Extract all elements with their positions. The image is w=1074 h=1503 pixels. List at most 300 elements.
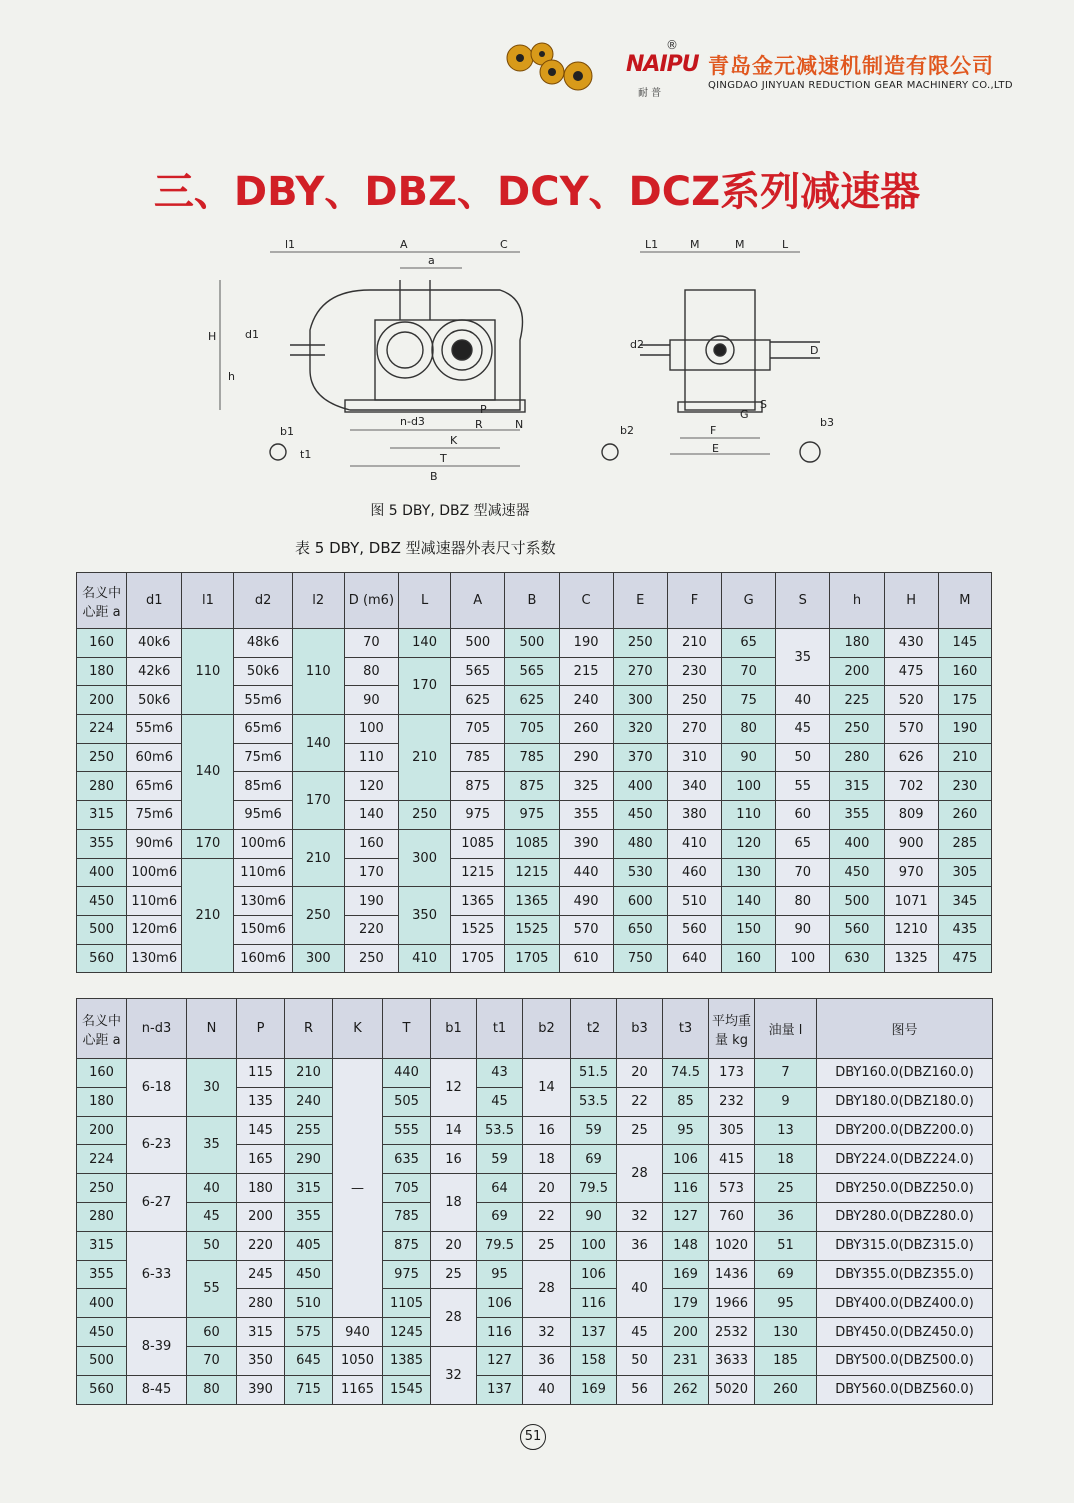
table-cell: 74.5 xyxy=(663,1059,709,1088)
svg-text:K: K xyxy=(450,434,458,447)
table-cell: 210 xyxy=(182,858,234,973)
table-cell: 225 xyxy=(830,686,884,715)
table-cell: 175 xyxy=(938,686,991,715)
table-cell: 255 xyxy=(285,1116,333,1145)
table-cell: 28 xyxy=(617,1145,663,1203)
table-cell: 6-27 xyxy=(127,1174,187,1232)
table-cell: 250 xyxy=(344,944,398,973)
table-cell: 32 xyxy=(523,1318,571,1347)
table-cell: 95 xyxy=(755,1289,817,1318)
table-cell: 148 xyxy=(663,1231,709,1260)
table-cell: 200 xyxy=(663,1318,709,1347)
table-cell: 40 xyxy=(523,1375,571,1404)
table-cell: 51.5 xyxy=(571,1059,617,1088)
header-cell: N xyxy=(187,999,237,1059)
table-cell: 130 xyxy=(755,1318,817,1347)
table-row xyxy=(77,1346,993,1375)
table-cell: 90 xyxy=(571,1202,617,1231)
table-cell: 250 xyxy=(77,1174,127,1203)
table-cell: 440 xyxy=(383,1059,431,1088)
table-cell: 300 xyxy=(292,944,344,973)
table-cell: 573 xyxy=(709,1174,755,1203)
table-cell: 315 xyxy=(237,1318,285,1347)
table-cell: 169 xyxy=(663,1260,709,1289)
table-cell: 705 xyxy=(383,1174,431,1203)
table-cell: 270 xyxy=(613,657,667,686)
header-cell: D (m6) xyxy=(344,573,398,629)
table-cell: 490 xyxy=(559,887,613,916)
table-cell: 25 xyxy=(431,1260,477,1289)
header-cell: t1 xyxy=(477,999,523,1059)
table-cell: 45 xyxy=(617,1318,663,1347)
table-cell: 1525 xyxy=(505,915,559,944)
table-cell: 1245 xyxy=(383,1318,431,1347)
table-cell: 75m6 xyxy=(234,743,292,772)
table-cell: 575 xyxy=(285,1318,333,1347)
table-cell: 45 xyxy=(776,715,830,744)
table-cell: 450 xyxy=(613,801,667,830)
header-cell: H xyxy=(884,573,938,629)
table-cell: 53.5 xyxy=(477,1116,523,1145)
table-cell: 80 xyxy=(187,1375,237,1404)
table-row xyxy=(77,1260,993,1289)
dimension-table-2 xyxy=(76,998,993,1405)
table-cell: 505 xyxy=(383,1087,431,1116)
table-cell: 180 xyxy=(77,657,127,686)
table-cell: 42k6 xyxy=(127,657,182,686)
header-cell: n-d3 xyxy=(127,999,187,1059)
table-cell: 200 xyxy=(77,686,127,715)
table-cell: 36 xyxy=(617,1231,663,1260)
table-cell: 1210 xyxy=(884,915,938,944)
table-cell: 875 xyxy=(505,772,559,801)
table-cell: 310 xyxy=(667,743,721,772)
header-cell: F xyxy=(667,573,721,629)
table-cell: 750 xyxy=(613,944,667,973)
table-row xyxy=(77,1231,993,1260)
table-cell: 262 xyxy=(663,1375,709,1404)
table-cell: 25 xyxy=(755,1174,817,1203)
table-cell: 95m6 xyxy=(234,801,292,830)
table-cell: 1436 xyxy=(709,1260,755,1289)
svg-text:S: S xyxy=(760,398,767,411)
table-cell: 145 xyxy=(237,1116,285,1145)
table-cell: 450 xyxy=(830,858,884,887)
table-cell: 1215 xyxy=(451,858,505,887)
table-cell: 40k6 xyxy=(127,629,182,658)
svg-text:D: D xyxy=(810,344,819,357)
table-cell: DBY180.0(DBZ180.0) xyxy=(817,1087,993,1116)
table-cell: 190 xyxy=(938,715,991,744)
table-cell: 380 xyxy=(667,801,721,830)
table-cell: 25 xyxy=(617,1116,663,1145)
table-cell: 110 xyxy=(182,629,234,715)
table-cell: 325 xyxy=(559,772,613,801)
table-cell: 500 xyxy=(451,629,505,658)
header-cell: G xyxy=(722,573,776,629)
table-cell: 14 xyxy=(431,1116,477,1145)
table-cell: 315 xyxy=(285,1174,333,1203)
table-row xyxy=(77,1202,993,1231)
table-cell: 405 xyxy=(285,1231,333,1260)
table-cell: 120m6 xyxy=(127,915,182,944)
table-cell: 1705 xyxy=(451,944,505,973)
table-cell: 315 xyxy=(77,1231,127,1260)
svg-text:b3: b3 xyxy=(820,416,834,429)
header-cell: t2 xyxy=(571,999,617,1059)
company-name-en: QINGDAO JINYUAN REDUCTION GEAR MACHINERY CO.,LTD xyxy=(708,80,1013,91)
table-cell: 69 xyxy=(571,1145,617,1174)
table-cell: 106 xyxy=(663,1145,709,1174)
table-cell: 170 xyxy=(292,772,344,829)
table-cell: 9 xyxy=(755,1087,817,1116)
table-cell: 640 xyxy=(667,944,721,973)
registered-mark: ® xyxy=(666,38,678,52)
table-cell: 565 xyxy=(505,657,559,686)
table-cell: 90 xyxy=(344,686,398,715)
table-cell: 95 xyxy=(477,1260,523,1289)
table-cell: 1365 xyxy=(451,887,505,916)
table-cell: 60m6 xyxy=(127,743,182,772)
svg-text:C: C xyxy=(500,238,508,251)
table-cell: DBY200.0(DBZ200.0) xyxy=(817,1116,993,1145)
table-cell: 370 xyxy=(613,743,667,772)
table-cell: 137 xyxy=(571,1318,617,1347)
table-cell: 415 xyxy=(709,1145,755,1174)
reducer-drawing xyxy=(200,230,860,490)
table-cell: 106 xyxy=(477,1289,523,1318)
table-cell: 65m6 xyxy=(127,772,182,801)
table-cell: 65 xyxy=(776,829,830,858)
table-cell: 250 xyxy=(399,801,451,830)
table-cell: 160 xyxy=(77,1059,127,1088)
table-cell: 100 xyxy=(722,772,776,801)
table-cell: 975 xyxy=(383,1260,431,1289)
table-cell: 28 xyxy=(431,1289,477,1347)
table-cell: 35 xyxy=(776,629,830,686)
page-number: 51 xyxy=(520,1424,546,1450)
table-cell: 116 xyxy=(477,1318,523,1347)
table-cell: 55 xyxy=(187,1260,237,1318)
table-cell: 50k6 xyxy=(234,657,292,686)
svg-text:L: L xyxy=(782,238,789,251)
table-cell: 715 xyxy=(285,1375,333,1404)
table-cell: 280 xyxy=(237,1289,285,1318)
table-cell: 510 xyxy=(285,1289,333,1318)
table-cell: DBY560.0(DBZ560.0) xyxy=(817,1375,993,1404)
table-cell: 1215 xyxy=(505,858,559,887)
table-cell: 1966 xyxy=(709,1289,755,1318)
table-cell: 645 xyxy=(285,1346,333,1375)
svg-text:H: H xyxy=(208,330,217,343)
table-cell: 69 xyxy=(755,1260,817,1289)
table-cell: 137 xyxy=(477,1375,523,1404)
table-cell: 250 xyxy=(830,715,884,744)
table-cell: 53.5 xyxy=(571,1087,617,1116)
table-cell: 975 xyxy=(505,801,559,830)
table-cell: 179 xyxy=(663,1289,709,1318)
svg-text:E: E xyxy=(712,442,719,455)
table-cell: 230 xyxy=(667,657,721,686)
table-cell: 305 xyxy=(709,1116,755,1145)
table-cell: 25 xyxy=(523,1231,571,1260)
table-cell: 16 xyxy=(523,1116,571,1145)
table-cell: 50 xyxy=(187,1231,237,1260)
table-cell: 224 xyxy=(77,1145,127,1174)
table-cell: 1020 xyxy=(709,1231,755,1260)
table-cell: 18 xyxy=(755,1145,817,1174)
table-cell: 350 xyxy=(399,887,451,944)
table-cell: 875 xyxy=(383,1231,431,1260)
table-cell: 70 xyxy=(187,1346,237,1375)
table-cell: 190 xyxy=(344,887,398,916)
table-row xyxy=(77,715,992,744)
table-cell: 940 xyxy=(333,1318,383,1347)
table-cell: 75 xyxy=(722,686,776,715)
table-cell: 13 xyxy=(755,1116,817,1145)
table-cell: 140 xyxy=(292,715,344,772)
header-cell: 名义中心距 a xyxy=(77,999,127,1059)
header-cell: E xyxy=(613,573,667,629)
table-cell: 785 xyxy=(505,743,559,772)
svg-text:M: M xyxy=(735,238,745,251)
table-cell: 220 xyxy=(237,1231,285,1260)
table-cell: 40 xyxy=(776,686,830,715)
table-cell: 240 xyxy=(559,686,613,715)
table-cell: 1365 xyxy=(505,887,559,916)
table-cell: 231 xyxy=(663,1346,709,1375)
table-cell: 85m6 xyxy=(234,772,292,801)
table-cell: 500 xyxy=(505,629,559,658)
table-cell: 70 xyxy=(776,858,830,887)
table-cell: 150 xyxy=(722,915,776,944)
table-cell: 224 xyxy=(77,715,127,744)
table-cell: 43 xyxy=(477,1059,523,1088)
table-cell: 1705 xyxy=(505,944,559,973)
table-cell: DBY400.0(DBZ400.0) xyxy=(817,1289,993,1318)
table-cell: 560 xyxy=(667,915,721,944)
table-cell: 69 xyxy=(477,1202,523,1231)
table-cell: 355 xyxy=(559,801,613,830)
page-title: 三、DBY、DBZ、DCY、DCZ系列减速器 xyxy=(153,169,921,215)
table-row xyxy=(77,1174,993,1203)
table-cell: 100 xyxy=(776,944,830,973)
table-cell: 702 xyxy=(884,772,938,801)
header-cell: K xyxy=(333,999,383,1059)
table-cell: 400 xyxy=(77,1289,127,1318)
header-cell: t3 xyxy=(663,999,709,1059)
table-cell: 625 xyxy=(505,686,559,715)
table-cell: 510 xyxy=(667,887,721,916)
table-cell: 127 xyxy=(663,1202,709,1231)
table-cell: 785 xyxy=(451,743,505,772)
table-cell: 355 xyxy=(77,829,127,858)
table-cell: DBY500.0(DBZ500.0) xyxy=(817,1346,993,1375)
table-cell: 230 xyxy=(938,772,991,801)
table-cell: 110m6 xyxy=(127,887,182,916)
table-cell: 430 xyxy=(884,629,938,658)
table-cell: 185 xyxy=(755,1346,817,1375)
table-cell: 270 xyxy=(667,715,721,744)
table-cell: 1085 xyxy=(451,829,505,858)
table-cell: 705 xyxy=(451,715,505,744)
header-cell: R xyxy=(285,999,333,1059)
page-header xyxy=(0,0,1074,120)
table-row xyxy=(77,1375,993,1404)
table-cell: 785 xyxy=(383,1202,431,1231)
table-cell: 440 xyxy=(559,858,613,887)
table-cell: 45 xyxy=(477,1087,523,1116)
table-cell: 300 xyxy=(613,686,667,715)
table-cell: DBY224.0(DBZ224.0) xyxy=(817,1145,993,1174)
table-cell: 5020 xyxy=(709,1375,755,1404)
table-cell: 555 xyxy=(383,1116,431,1145)
svg-text:A: A xyxy=(400,238,408,251)
table-cell: 435 xyxy=(938,915,991,944)
table-cell: 200 xyxy=(830,657,884,686)
svg-text:L1: L1 xyxy=(645,238,659,251)
header-cell: B xyxy=(505,573,559,629)
table-cell: 1071 xyxy=(884,887,938,916)
header-cell: 图号 xyxy=(817,999,993,1059)
header-cell: 名义中心距 a xyxy=(77,573,127,629)
table-cell: 290 xyxy=(285,1145,333,1174)
table-cell: 900 xyxy=(884,829,938,858)
table-cell: 135 xyxy=(237,1087,285,1116)
table-cell: 280 xyxy=(77,772,127,801)
table-cell: 50k6 xyxy=(127,686,182,715)
table-cell: DBY280.0(DBZ280.0) xyxy=(817,1202,993,1231)
table-cell: 130m6 xyxy=(127,944,182,973)
company-name-cn: 青岛金元减速机制造有限公司 xyxy=(708,54,994,78)
table-cell: 80 xyxy=(776,887,830,916)
header-cell: T xyxy=(383,999,431,1059)
header-cell: C xyxy=(559,573,613,629)
table-cell: 95 xyxy=(663,1116,709,1145)
table-cell: 48k6 xyxy=(234,629,292,658)
header-cell: S xyxy=(776,573,830,629)
header-cell: h xyxy=(830,573,884,629)
table-cell: 30 xyxy=(187,1059,237,1117)
table-cell: 1085 xyxy=(505,829,559,858)
header-cell: l2 xyxy=(292,573,344,629)
svg-text:T: T xyxy=(440,452,447,465)
table-cell: 180 xyxy=(830,629,884,658)
table-cell: 12 xyxy=(431,1059,477,1117)
table-cell: 6-18 xyxy=(127,1059,187,1117)
table-cell: 250 xyxy=(292,887,344,944)
gears-logo-icon xyxy=(500,40,600,110)
table-cell: 975 xyxy=(451,801,505,830)
svg-text:B: B xyxy=(430,470,438,483)
table-caption: 表 5 DBY, DBZ 型减速器外表尺寸系数 xyxy=(295,539,556,557)
table-cell: 170 xyxy=(399,657,451,714)
table-cell: 106 xyxy=(571,1260,617,1289)
table-cell: 400 xyxy=(613,772,667,801)
table-cell: 875 xyxy=(451,772,505,801)
table-cell: 570 xyxy=(559,915,613,944)
table-cell: 6-33 xyxy=(127,1231,187,1317)
table-cell: 625 xyxy=(451,686,505,715)
table-cell: 210 xyxy=(938,743,991,772)
header-cell: A xyxy=(451,573,505,629)
table-cell: 36 xyxy=(755,1202,817,1231)
table-cell: 260 xyxy=(938,801,991,830)
table-cell: 410 xyxy=(667,829,721,858)
table-cell: 120 xyxy=(344,772,398,801)
table-cell: 45 xyxy=(187,1202,237,1231)
table-cell: 64 xyxy=(477,1174,523,1203)
table-cell: 110 xyxy=(292,629,344,715)
table-cell: 85 xyxy=(663,1087,709,1116)
table-cell: 240 xyxy=(285,1087,333,1116)
svg-text:h: h xyxy=(228,370,235,383)
table-cell: 315 xyxy=(830,772,884,801)
table-cell: 250 xyxy=(667,686,721,715)
table-cell: 35 xyxy=(187,1116,237,1174)
table-cell: 20 xyxy=(431,1231,477,1260)
table-cell: 55 xyxy=(776,772,830,801)
table-cell: 173 xyxy=(709,1059,755,1088)
table-cell: 140 xyxy=(722,887,776,916)
table-cell: 260 xyxy=(559,715,613,744)
svg-text:F: F xyxy=(710,424,717,437)
table-cell: 150m6 xyxy=(234,915,292,944)
table-cell: 460 xyxy=(667,858,721,887)
header-cell: b2 xyxy=(523,999,571,1059)
table-cell: 250 xyxy=(613,629,667,658)
table-cell: 59 xyxy=(571,1116,617,1145)
svg-text:l1: l1 xyxy=(285,238,296,251)
table-cell: 165 xyxy=(237,1145,285,1174)
table-cell: DBY250.0(DBZ250.0) xyxy=(817,1174,993,1203)
table-cell: 170 xyxy=(344,858,398,887)
table-cell: 1385 xyxy=(383,1346,431,1375)
table-cell: 215 xyxy=(559,657,613,686)
table-cell: 18 xyxy=(523,1145,571,1174)
table-cell: 390 xyxy=(559,829,613,858)
table-cell: 160 xyxy=(722,944,776,973)
table-cell: 28 xyxy=(523,1260,571,1318)
table-cell: 20 xyxy=(617,1059,663,1088)
table-cell: 245 xyxy=(237,1260,285,1289)
table-cell: 210 xyxy=(667,629,721,658)
table-cell: 169 xyxy=(571,1375,617,1404)
table-cell: 22 xyxy=(617,1087,663,1116)
table-cell: 520 xyxy=(884,686,938,715)
svg-text:M: M xyxy=(690,238,700,251)
table-cell: 190 xyxy=(559,629,613,658)
dimension-table-1 xyxy=(76,572,992,973)
svg-text:G: G xyxy=(740,408,749,421)
table-cell: 80 xyxy=(344,657,398,686)
table-cell: 16 xyxy=(431,1145,477,1174)
svg-text:t1: t1 xyxy=(300,448,312,461)
table-cell: 560 xyxy=(77,1375,127,1404)
table-cell: 90m6 xyxy=(127,829,182,858)
table-cell: 355 xyxy=(285,1202,333,1231)
table-cell: 100 xyxy=(344,715,398,744)
table-cell: 340 xyxy=(667,772,721,801)
table-cell: 305 xyxy=(938,858,991,887)
table-cell: 760 xyxy=(709,1202,755,1231)
table-cell: 8-39 xyxy=(127,1318,187,1376)
table-cell: 140 xyxy=(399,629,451,658)
table-cell: 120 xyxy=(722,829,776,858)
table-cell: DBY450.0(DBZ450.0) xyxy=(817,1318,993,1347)
table-cell: 280 xyxy=(830,743,884,772)
table-cell: 220 xyxy=(344,915,398,944)
